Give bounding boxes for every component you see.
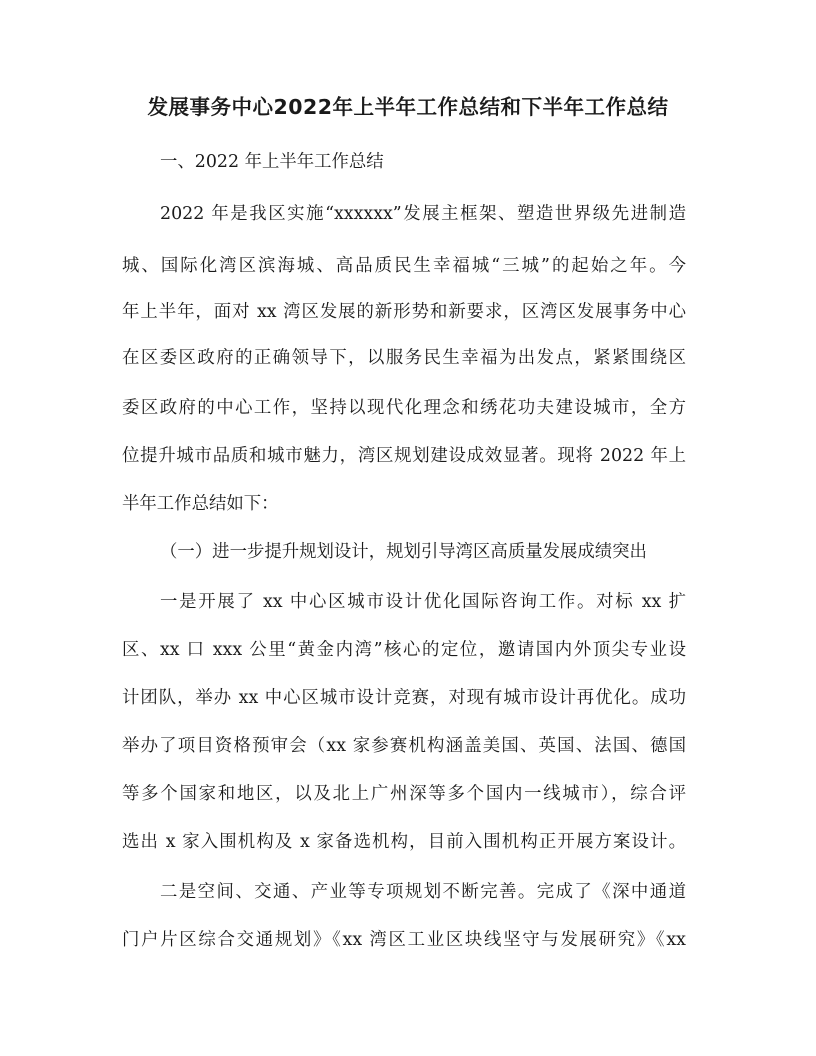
- paragraph-line: 计团队，举办 xx 中心区城市设计竞赛，对现有城市设计再优化。成功: [122, 688, 686, 708]
- paragraph-line: 举办了项目资格预审会（xx 家参赛机构涵盖美国、英国、法国、德国: [122, 736, 686, 756]
- paragraph-line: 选出 x 家入围机构及 x 家备选机构，目前入围机构正开展方案设计。: [122, 832, 686, 852]
- document-title: 发展事务中心2022年上半年工作总结和下半年工作总结: [147, 95, 669, 119]
- paragraph-line: 二是空间、交通、产业等专项规划不断完善。完成了《深中通道: [160, 882, 686, 902]
- paragraph-line: 半年工作总结如下：: [122, 494, 279, 514]
- paragraph-line: 2022 年是我区实施“xxxxxx”发展主框架、塑造世界级先进制造: [160, 204, 686, 224]
- section-heading: 一、2022 年上半年工作总结: [160, 152, 384, 172]
- paragraph-line: 年上半年，面对 xx 湾区发展的新形势和新要求，区湾区发展事务中心: [122, 302, 686, 322]
- subheading: （一）进一步提升规划设计，规划引导湾区高质量发展成绩突出: [160, 542, 647, 562]
- paragraph-line: 区、xx 口 xxx 公里“黄金内湾”核心的定位，邀请国内外顶尖专业设: [122, 640, 686, 660]
- paragraph-line: 委区政府的中心工作，坚持以现代化理念和绣花功夫建设城市，全方: [122, 398, 686, 418]
- paragraph-line: 一是开展了 xx 中心区城市设计优化国际咨询工作。对标 xx 扩: [160, 592, 686, 612]
- paragraph-line: 位提升城市品质和城市魅力，湾区规划建设成效显著。现将 2022 年上: [122, 446, 686, 466]
- paragraph-line: 在区委区政府的正确领导下，以服务民生幸福为出发点，紧紧围绕区: [122, 348, 686, 368]
- paragraph-line: 门户片区综合交通规划》《xx 湾区工业区块线坚守与发展研究》《xx: [122, 930, 686, 950]
- paragraph-line: 城、国际化湾区滨海城、高品质民生幸福城“三城”的起始之年。今: [122, 256, 686, 276]
- paragraph-line: 等多个国家和地区，以及北上广州深等多个国内一线城市），综合评: [122, 784, 686, 804]
